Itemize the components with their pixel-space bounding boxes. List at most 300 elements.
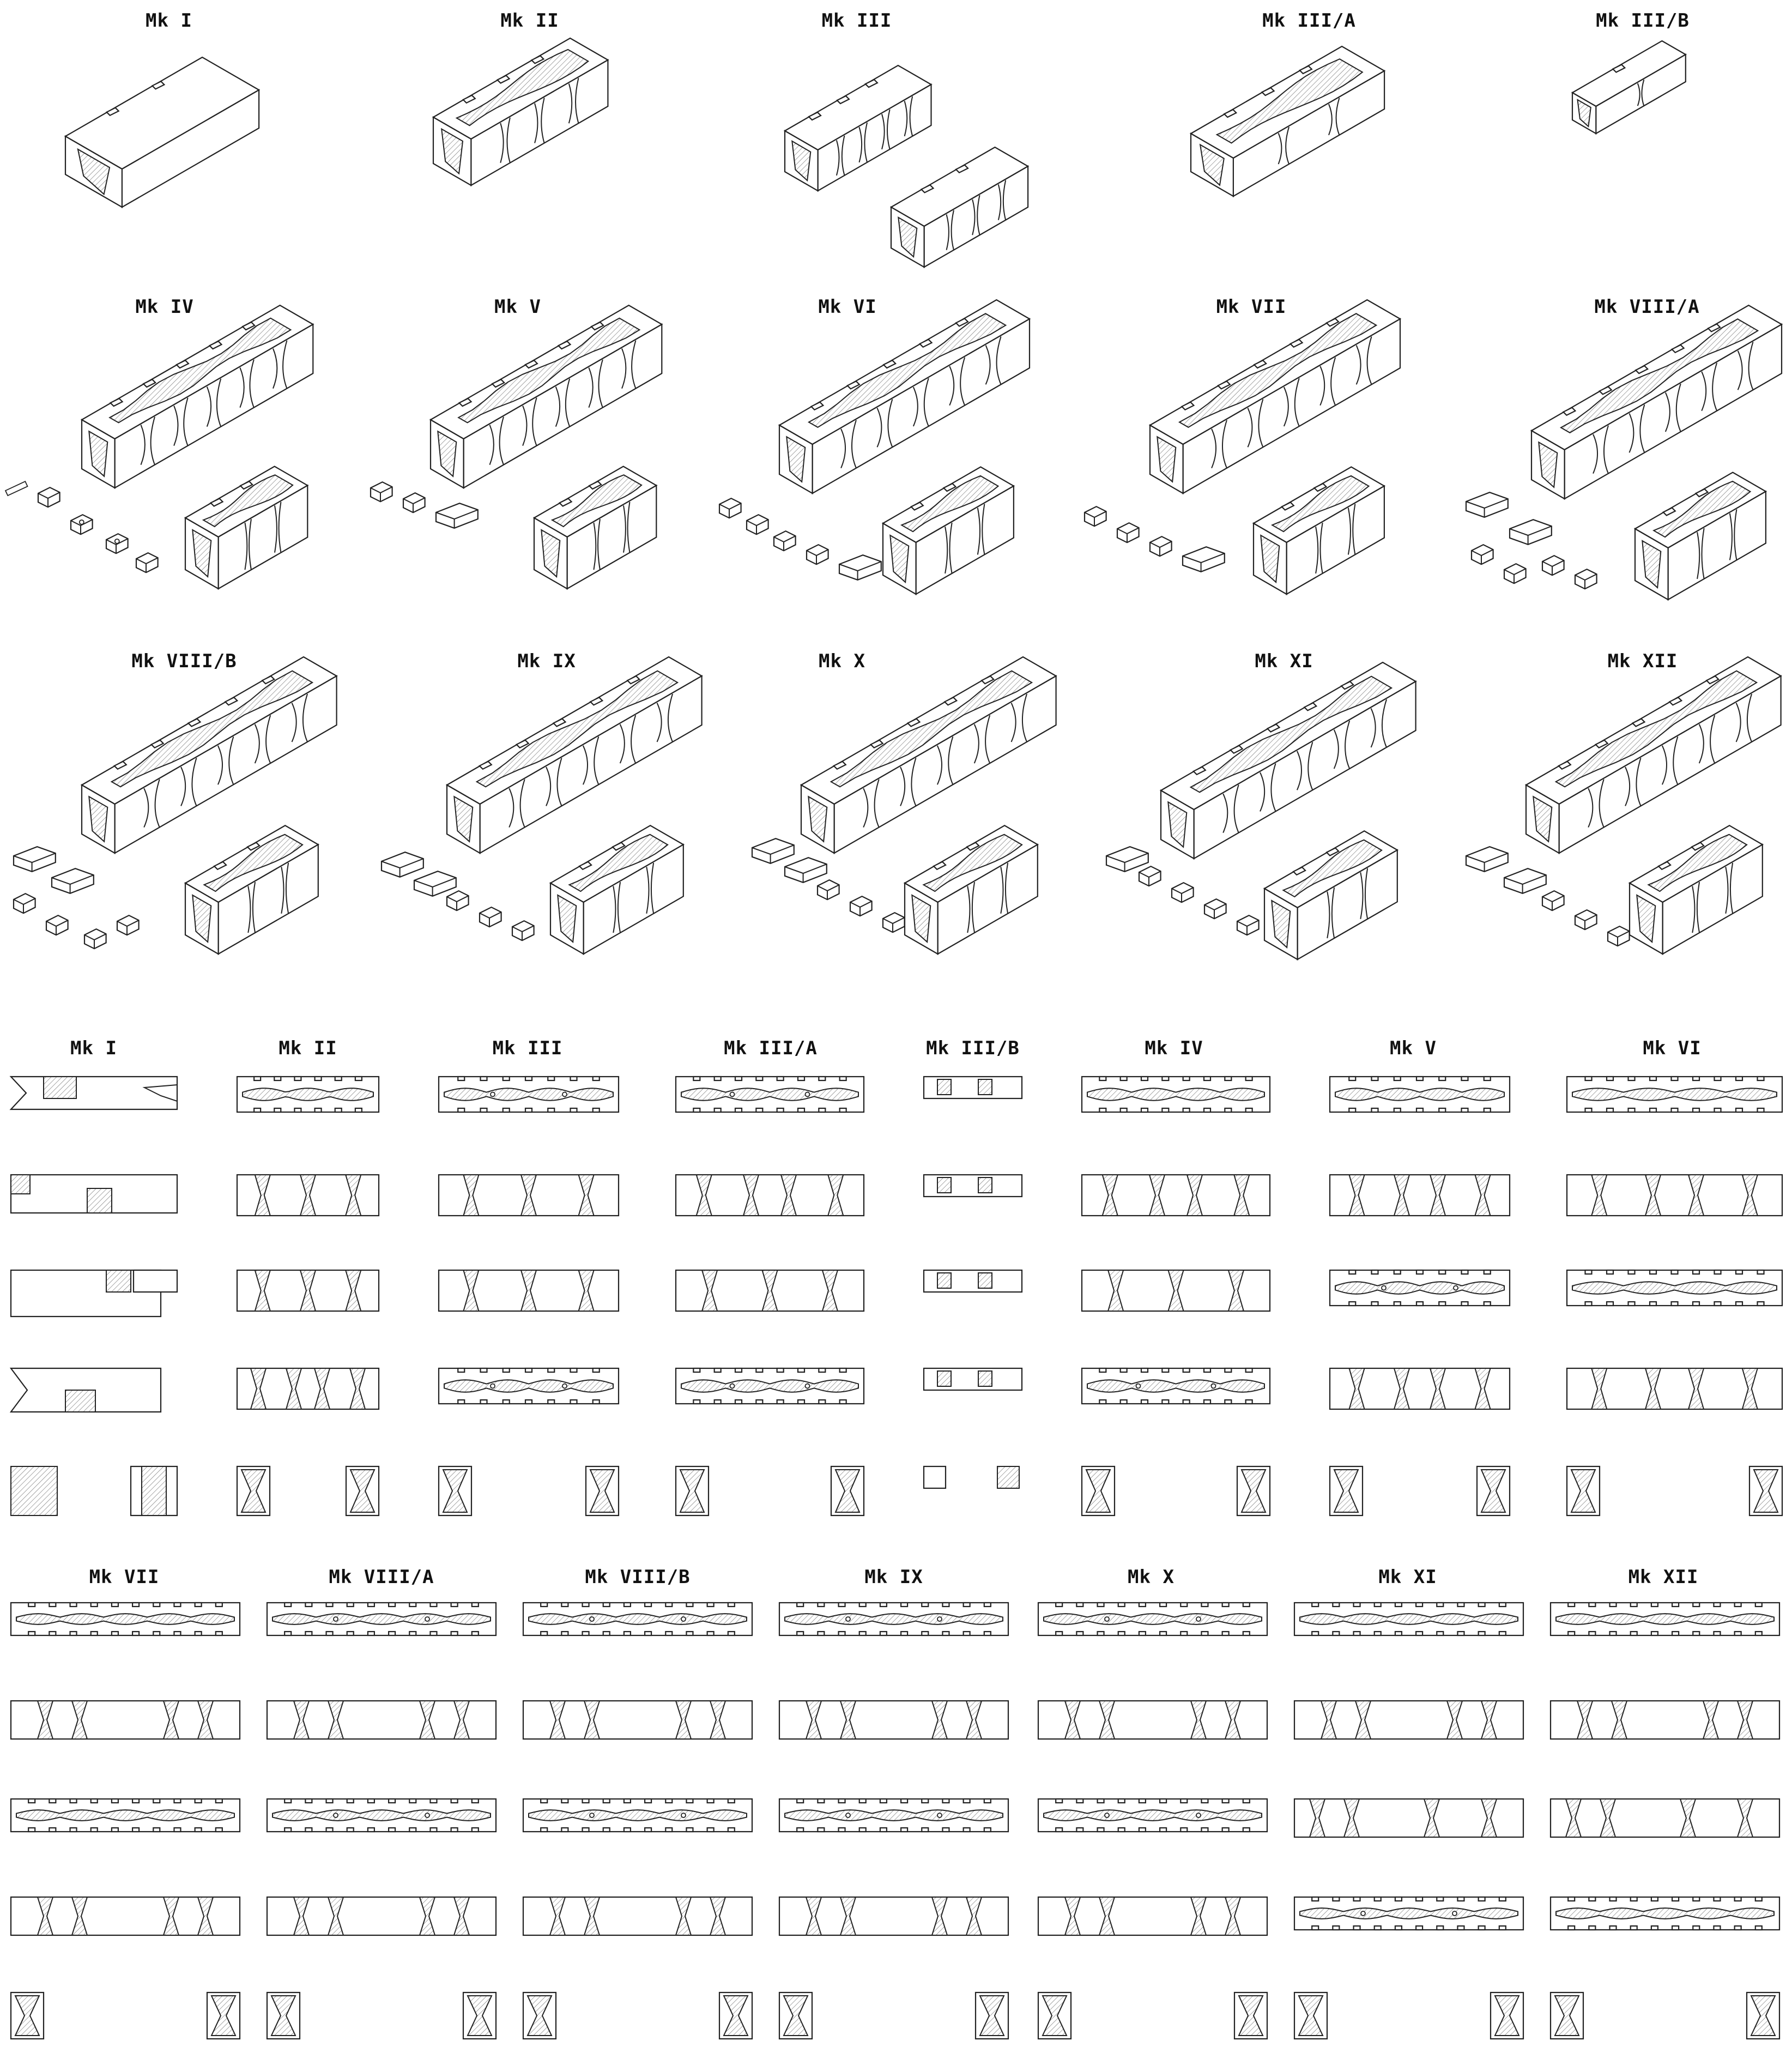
plan-notch [1098, 1603, 1104, 1607]
plan-notch [942, 1828, 949, 1832]
end-view [346, 1466, 379, 1515]
brick-mk-vii-short [1254, 467, 1384, 595]
plan-notch [70, 1603, 77, 1607]
plan-notch [335, 1077, 342, 1080]
plan-notch [686, 1632, 693, 1635]
plan-notch [451, 1632, 458, 1635]
plan-hole [1454, 1286, 1458, 1290]
plan-notch [1180, 1799, 1187, 1803]
plan-notch [315, 1108, 322, 1112]
plan-notch [1735, 1926, 1741, 1930]
plan-notch [798, 1368, 804, 1372]
plan-notch [70, 1799, 77, 1803]
plan-notch [1715, 1077, 1721, 1080]
plan-hole [846, 1617, 850, 1621]
plan-notch [1076, 1828, 1083, 1832]
plan-notch [624, 1632, 631, 1635]
plan-notch [305, 1799, 312, 1803]
plan-notch [756, 1108, 762, 1112]
plan-notch [409, 1603, 416, 1607]
plan-notch [1568, 1897, 1575, 1901]
ortho-label-mk-viii-a: Mk VIII/A [329, 1566, 434, 1588]
plan-notch [195, 1799, 202, 1803]
plan-notch [922, 1603, 928, 1607]
plan-notch [430, 1799, 437, 1803]
brick-mk-ii [433, 38, 608, 185]
plan-notch [735, 1077, 742, 1080]
elevation-view [1551, 1799, 1779, 1837]
plan-notch [1183, 1108, 1190, 1112]
plan-notch [1758, 1302, 1764, 1306]
plan-notch [797, 1799, 803, 1803]
plan-notch [1631, 1897, 1637, 1901]
plan-notch [1499, 1926, 1506, 1930]
plan-notch [571, 1108, 577, 1112]
loose-piece [1542, 555, 1564, 575]
plan-notch [1693, 1270, 1699, 1274]
elevation-view [439, 1175, 619, 1216]
plan-notch [541, 1632, 547, 1635]
plan-notch [1056, 1603, 1062, 1607]
plan-notch [1462, 1302, 1468, 1306]
plan-notch [1416, 1632, 1422, 1635]
plan-notch [132, 1828, 139, 1832]
loose-piece [38, 487, 60, 507]
elevation-view [1294, 1799, 1523, 1837]
plan-notch [686, 1828, 693, 1832]
plan-notch [715, 1400, 721, 1404]
plan-notch [1631, 1926, 1637, 1930]
plan-notch [1160, 1603, 1166, 1607]
plan-notch [880, 1799, 887, 1803]
plan-notch [1672, 1302, 1678, 1306]
plan-notch [409, 1799, 416, 1803]
plan-notch [1568, 1926, 1575, 1930]
brick-mk-xi-short [1264, 831, 1397, 959]
plan-notch [942, 1799, 949, 1803]
plan-notch [840, 1368, 846, 1372]
plan-notch [1375, 1603, 1381, 1607]
end-view [523, 1992, 556, 2039]
plan-notch [901, 1828, 907, 1832]
brick-mk-x-long [801, 657, 1056, 853]
elevation-view [237, 1270, 379, 1311]
plan-core [1556, 1908, 1774, 1919]
plan-notch [503, 1368, 510, 1372]
plan-notch [1354, 1926, 1360, 1930]
plan-notch [839, 1603, 845, 1607]
plan-notch [472, 1799, 479, 1803]
plan-notch [91, 1603, 98, 1607]
plan-notch [1736, 1270, 1742, 1274]
plan-notch [548, 1108, 554, 1112]
plan-notch [1222, 1799, 1229, 1803]
plan-notch [1243, 1799, 1250, 1803]
plan-notch [1735, 1632, 1741, 1635]
piece-face [1106, 847, 1148, 872]
plan-notch [1162, 1108, 1169, 1112]
brick-mk-iii-a [1191, 46, 1384, 196]
loose-piece [1504, 868, 1546, 893]
brick-mk-ix-short [550, 825, 683, 954]
plan-notch [1183, 1368, 1190, 1372]
plan-notch [839, 1799, 845, 1803]
brick-mk-i [65, 57, 259, 207]
piece-face [382, 852, 423, 877]
plan-notch [1098, 1828, 1104, 1832]
end-view [1477, 1466, 1510, 1515]
ortho-label-mk-ix: Mk IX [864, 1566, 923, 1588]
brick-mk-vii-long [1150, 300, 1400, 493]
plan-notch [1201, 1632, 1208, 1635]
plan-core [243, 1088, 373, 1101]
plan-notch [1222, 1828, 1229, 1832]
plan-notch [458, 1400, 464, 1404]
ortho-label-mk-v: Mk V [1390, 1037, 1437, 1059]
plan-notch [1056, 1828, 1062, 1832]
plan-notch [1349, 1077, 1355, 1080]
elevation-view [1330, 1368, 1510, 1409]
plan-notch [818, 1603, 824, 1607]
plan-notch [593, 1368, 600, 1372]
plan-notch [1715, 1108, 1721, 1112]
plan-notch [1585, 1077, 1592, 1080]
plan-notch [1312, 1632, 1318, 1635]
plan-cutout [65, 1390, 95, 1412]
plan-notch [728, 1603, 735, 1607]
plan-hole [562, 1092, 567, 1097]
plan-notch [1099, 1077, 1106, 1080]
plan-notch [472, 1632, 479, 1635]
plan-notch [797, 1632, 803, 1635]
brick-mk-xi-long [1161, 662, 1416, 859]
plan-notch [451, 1603, 458, 1607]
plan-notch [1585, 1270, 1592, 1274]
plan-notch [1755, 1926, 1762, 1930]
plan-notch [368, 1828, 374, 1832]
plan-notch [693, 1400, 700, 1404]
plan-view [439, 1368, 619, 1404]
plan-notch [174, 1828, 180, 1832]
plan-notch [1610, 1632, 1617, 1635]
plan-notch [525, 1400, 532, 1404]
plan-notch [481, 1368, 487, 1372]
plan-notch [409, 1828, 416, 1832]
plan-notch [728, 1632, 735, 1635]
plan-notch [1672, 1108, 1678, 1112]
plan-notch [216, 1603, 222, 1607]
plan-notch [665, 1828, 672, 1832]
plan-notch [1372, 1108, 1378, 1112]
plan-notch [49, 1632, 56, 1635]
loose-piece [807, 545, 828, 564]
end-view [11, 1992, 44, 2039]
plan-hole [1136, 1384, 1141, 1388]
plan-notch [1375, 1897, 1381, 1901]
plan-notch [1462, 1270, 1468, 1274]
plan-notch [922, 1632, 928, 1635]
plan-notch [735, 1400, 742, 1404]
plan-hole [1212, 1384, 1216, 1388]
plan-notch [1225, 1400, 1231, 1404]
plan-hole [491, 1092, 495, 1097]
end-hatch [142, 1466, 166, 1515]
plan-view [779, 1603, 1008, 1635]
plan-notch [1098, 1632, 1104, 1635]
plan-notch [70, 1828, 77, 1832]
end-view [1330, 1466, 1363, 1515]
plan-notch [964, 1632, 970, 1635]
plan-notch [1755, 1897, 1762, 1901]
plan-notch [624, 1828, 631, 1832]
loose-piece [14, 893, 35, 913]
plan-notch [1755, 1603, 1762, 1607]
plan-core [529, 1614, 747, 1625]
plan-notch [1333, 1632, 1339, 1635]
loose-piece [1542, 891, 1564, 910]
plan-notch [1246, 1108, 1252, 1112]
loose-piece [752, 838, 794, 864]
plan-notch [355, 1108, 362, 1112]
plan-notch [1118, 1603, 1125, 1607]
plan-notch [1183, 1077, 1190, 1080]
plan-notch [571, 1368, 577, 1372]
plan-view [1551, 1897, 1779, 1930]
plan-notch [1243, 1632, 1250, 1635]
plan-core [529, 1810, 747, 1821]
plan-notch [1416, 1926, 1422, 1930]
plan-hole [1196, 1813, 1201, 1817]
plan-hole [1382, 1286, 1386, 1290]
ortho-label-mk-ii: Mk II [279, 1037, 337, 1059]
brick-mk-vi-short [883, 467, 1014, 595]
plan-notch [1457, 1926, 1464, 1930]
plan-notch [112, 1632, 118, 1635]
plan-notch [430, 1828, 437, 1832]
view-pocket [978, 1079, 992, 1095]
plan-hole [491, 1384, 495, 1388]
plan-notch [1568, 1632, 1575, 1635]
plan-notch [1394, 1270, 1401, 1274]
plan-core [1556, 1614, 1774, 1625]
plan-notch [347, 1632, 354, 1635]
plan-view [237, 1077, 379, 1112]
plan-outline [11, 1077, 177, 1109]
plan-notch [1479, 1632, 1485, 1635]
brick-mk-iv-long [82, 305, 313, 488]
ortho-label-mk-iv: Mk IV [1145, 1037, 1203, 1059]
end-view [1234, 1992, 1267, 2039]
plan-notch [481, 1400, 487, 1404]
plan-notch [1121, 1108, 1127, 1112]
plan-notch [1693, 1926, 1699, 1930]
ortho-label-mk-viii-b: Mk VIII/B [585, 1566, 691, 1588]
plan-notch [1416, 1077, 1423, 1080]
plan-notch [1141, 1108, 1148, 1112]
plan-notch [603, 1632, 610, 1635]
plan-notch [942, 1632, 949, 1635]
plan-hole [806, 1092, 810, 1097]
plan-notch [1333, 1603, 1339, 1607]
piece-face [785, 858, 827, 883]
elevation-view [523, 1701, 752, 1739]
end-view [11, 1466, 57, 1515]
plan-notch [451, 1799, 458, 1803]
plan-hole [334, 1813, 338, 1817]
plan-notch [715, 1077, 721, 1080]
plan-notch [49, 1828, 56, 1832]
plan-notch [1568, 1603, 1575, 1607]
plan-notch [1139, 1603, 1146, 1607]
loose-piece [1608, 926, 1630, 946]
view-pocket [978, 1178, 992, 1193]
end-view [924, 1466, 946, 1488]
view-pocket [937, 1273, 951, 1288]
loose-piece [403, 493, 425, 512]
plan-notch [756, 1368, 762, 1372]
plan-notch [1714, 1897, 1720, 1901]
view-pocket [937, 1079, 951, 1095]
plan-notch [571, 1400, 577, 1404]
plan-notch [458, 1368, 464, 1372]
plan-notch [1631, 1603, 1637, 1607]
plan-notch [216, 1799, 222, 1803]
loose-piece [785, 858, 827, 883]
ortho-label-mk-xi: Mk XI [1378, 1566, 1437, 1588]
plan-notch [1201, 1828, 1208, 1832]
piece-face [14, 847, 56, 872]
plan-notch [1099, 1368, 1106, 1372]
plan-notch [541, 1828, 547, 1832]
plan-notch [583, 1632, 589, 1635]
ortho-label-mk-iii-a: Mk III/A [724, 1037, 818, 1059]
plan-notch [472, 1603, 479, 1607]
view-pocket [978, 1273, 992, 1288]
plan-notch [1650, 1077, 1656, 1080]
loose-piece [414, 871, 456, 896]
plan-notch [665, 1603, 672, 1607]
plan-hole [681, 1813, 686, 1817]
plan-notch [777, 1108, 784, 1112]
loose-piece [747, 515, 768, 534]
elevation-view [523, 1897, 752, 1935]
plan-notch [819, 1077, 825, 1080]
plan-notch [728, 1799, 735, 1803]
end-view [676, 1466, 709, 1515]
plan-notch [1607, 1108, 1613, 1112]
plan-core [1300, 1614, 1518, 1625]
elevation-pocket [106, 1270, 131, 1292]
plan-hole [1196, 1617, 1201, 1621]
plan-notch [548, 1368, 554, 1372]
plan-notch [922, 1799, 928, 1803]
plan-notch [715, 1108, 721, 1112]
plan-notch [70, 1632, 77, 1635]
end-view [1491, 1992, 1523, 2039]
brick-mk-ix-long [447, 657, 702, 853]
plan-notch [624, 1603, 631, 1607]
end-view [1551, 1992, 1583, 2039]
plan-notch [1139, 1828, 1146, 1832]
ortho-label-mk-x: Mk X [1128, 1566, 1175, 1588]
plan-notch [472, 1828, 479, 1832]
plan-notch [593, 1400, 600, 1404]
plan-notch [1439, 1108, 1445, 1112]
plan-notch [819, 1108, 825, 1112]
plan-notch [305, 1632, 312, 1635]
plan-notch [1437, 1603, 1443, 1607]
plan-hole [1452, 1911, 1457, 1916]
plan-notch [1056, 1632, 1062, 1635]
plan-hole [937, 1617, 942, 1621]
plan-notch [1312, 1926, 1318, 1930]
plan-notch [548, 1400, 554, 1404]
plan-view [523, 1799, 752, 1832]
plan-notch [1439, 1270, 1445, 1274]
loose-piece [883, 913, 905, 932]
plan-notch [1162, 1368, 1169, 1372]
plan-hole [1361, 1911, 1365, 1916]
plan-notch [1758, 1270, 1764, 1274]
plan-notch [984, 1799, 991, 1803]
piece-face [52, 868, 94, 893]
plan-notch [1437, 1926, 1443, 1930]
plan-notch [541, 1799, 547, 1803]
plan-notch [1672, 1897, 1679, 1901]
plan-notch [1246, 1077, 1252, 1080]
plan-notch [818, 1799, 824, 1803]
plan-notch [1201, 1799, 1208, 1803]
plan-notch [1499, 1603, 1506, 1607]
plan-notch [1076, 1603, 1083, 1607]
plan-notch [1651, 1632, 1658, 1635]
plan-notch [132, 1603, 139, 1607]
plan-notch [1479, 1897, 1485, 1901]
plan-notch [1372, 1077, 1378, 1080]
plan-notch [91, 1828, 98, 1832]
loose-piece [1466, 847, 1508, 872]
plan-notch [1758, 1077, 1764, 1080]
plan-notch [728, 1828, 735, 1832]
plan-notch [294, 1077, 301, 1080]
plan-notch [1589, 1926, 1595, 1930]
loose-piece [1106, 847, 1148, 872]
plan-notch [1160, 1799, 1166, 1803]
plan-notch [284, 1632, 291, 1635]
plan-notch [984, 1603, 991, 1607]
plan-notch [1349, 1108, 1355, 1112]
plan-notch [49, 1603, 56, 1607]
plan-notch [1416, 1897, 1422, 1901]
plan-notch [1118, 1632, 1125, 1635]
plan-hole [425, 1617, 429, 1621]
plan-hole [590, 1617, 594, 1621]
plan-notch [326, 1632, 333, 1635]
plan-notch [1162, 1077, 1169, 1080]
elevation-step [11, 1175, 30, 1194]
plan-notch [1693, 1077, 1699, 1080]
loose-piece [1139, 866, 1161, 886]
brick-mk-viii-a-long [1531, 305, 1782, 499]
loose-piece [117, 915, 139, 935]
plan-notch [603, 1603, 610, 1607]
plan-cutout [44, 1077, 76, 1098]
loose-piece [512, 921, 534, 940]
plan-notch [1076, 1632, 1083, 1635]
elevation-view [676, 1270, 864, 1311]
loose-piece [1204, 899, 1226, 919]
plan-notch [880, 1828, 887, 1832]
